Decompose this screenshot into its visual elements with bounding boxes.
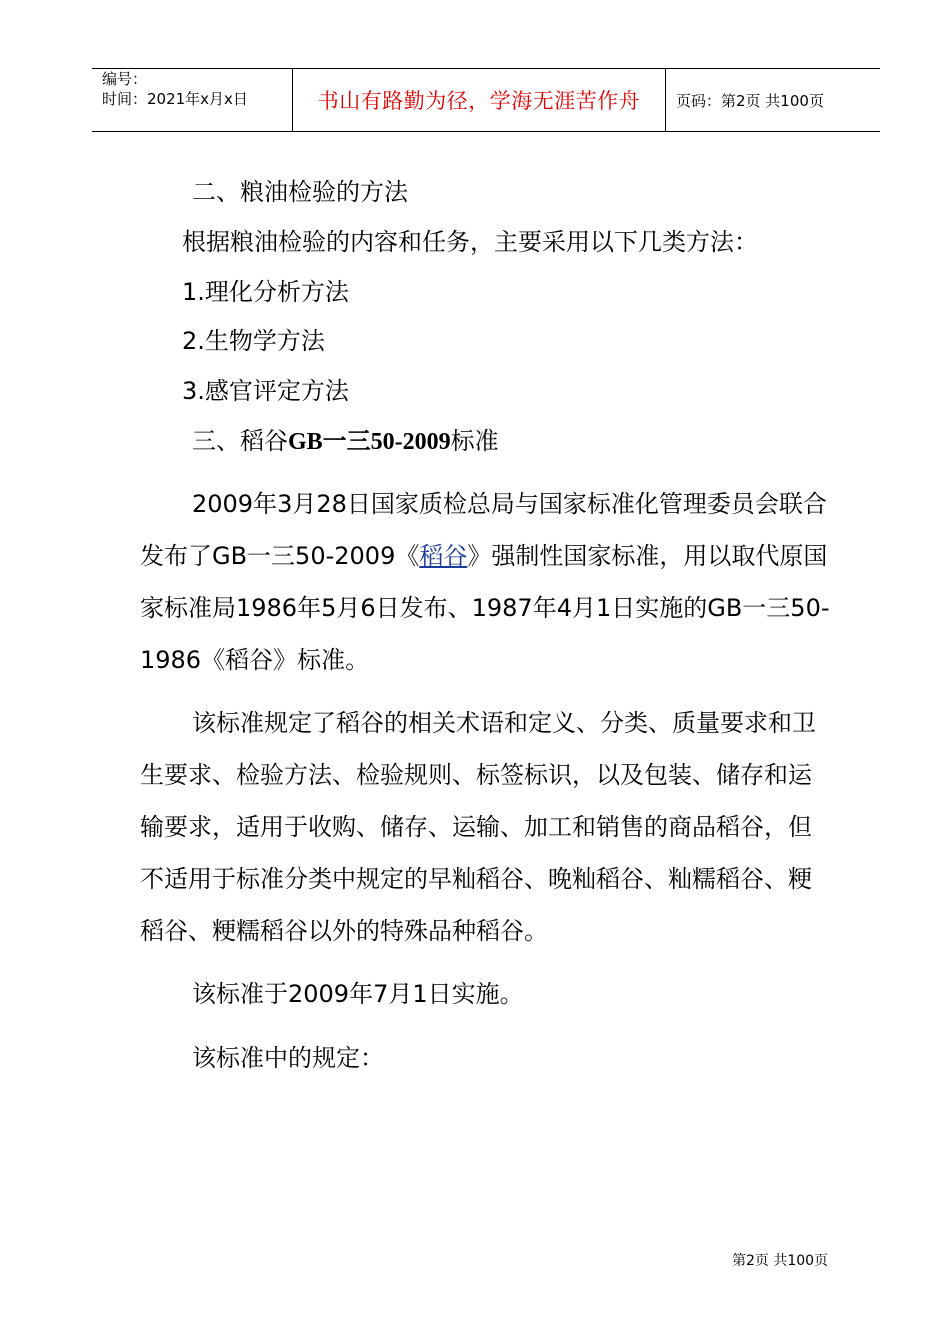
header-motto-cell xyxy=(293,69,666,131)
paragraph-2-line-4: 不适用于标准分类中规定的早籼稻谷、晚籼稻谷、籼糯稻谷、粳 xyxy=(140,865,812,893)
paragraph-2-line-1: 该标准规定了稻谷的相关术语和定义、分类、质量要求和卫 xyxy=(192,709,816,737)
header-left-cell xyxy=(92,69,293,131)
paragraph-1-line-4: 1986《稻谷》标准。 xyxy=(140,646,370,674)
section-2-title: 二、粮油检验的方法 xyxy=(192,178,408,206)
method-item-1: 1.理化分析方法 xyxy=(182,278,349,306)
section-3-title-code: GB一三50-2009 xyxy=(288,429,451,455)
paragraph-2-line-3: 输要求，适用于收购、储存、运输、加工和销售的商品稻谷，但 xyxy=(140,813,812,841)
paragraph-2-line-5: 稻谷、粳糯稻谷以外的特殊品种稻谷。 xyxy=(140,917,548,945)
method-item-3: 3.感官评定方法 xyxy=(182,377,349,405)
document-number-label: 编号： xyxy=(102,70,148,88)
rice-standard-link[interactable]: 稻谷 xyxy=(419,542,468,570)
page-header xyxy=(92,68,880,132)
header-page-info: 页码：第2页 共100页 xyxy=(676,91,824,110)
paragraph-2-line-2: 生要求、检验方法、检验规则、标签标识，以及包装、储存和运 xyxy=(140,761,812,789)
header-motto: 书山有路勤为径，学海无涯苦作舟 xyxy=(317,89,641,113)
paragraph-4: 该标准中的规定： xyxy=(192,1044,384,1072)
paragraph-1-line-2 xyxy=(140,536,827,571)
footer-page-info: 第2页 共100页 xyxy=(732,1253,829,1269)
paragraph-3: 该标准于2009年7月1日实施。 xyxy=(192,980,524,1008)
method-item-2: 2.生物学方法 xyxy=(182,327,325,355)
document-time-label: 时间：2021年x月x日 xyxy=(102,90,248,108)
paragraph-1-line-1: 2009年3月28日国家质检总局与国家标准化管理委员会联合 xyxy=(192,490,827,518)
paragraph-1-line-2-post: 》强制性国家标准，用以取代原国 xyxy=(467,542,828,570)
methods-intro: 根据粮油检验的内容和任务，主要采用以下几类方法： xyxy=(182,228,758,256)
paragraph-1-line-3: 家标准局1986年5月6日发布、1987年4月1日实施的GB一三50- xyxy=(140,594,830,622)
section-3-title xyxy=(192,421,499,456)
section-3-title-suffix: 标准 xyxy=(450,427,499,455)
section-3-title-prefix: 三、稻谷 xyxy=(192,427,288,455)
paragraph-1-line-2-pre: 发布了GB一三50-2009《 xyxy=(140,542,420,570)
